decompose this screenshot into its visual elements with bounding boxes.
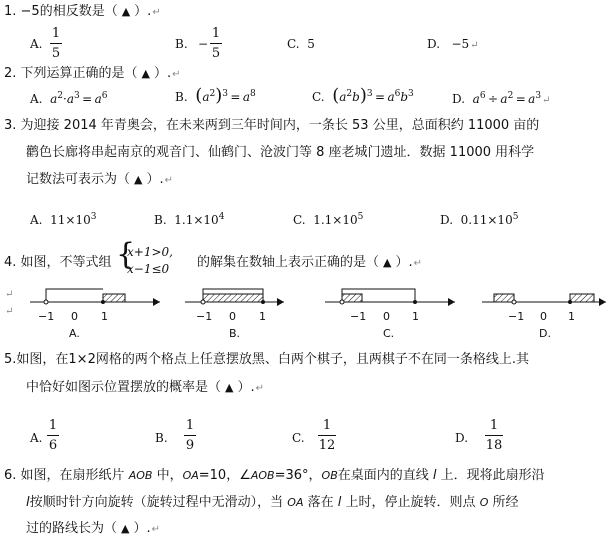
q2-option-d: D. $a^6 \div a^2$ = $a^3↵$ <box>452 91 551 106</box>
tick-label: −1 <box>196 310 213 323</box>
q1-option-b-fraction: 1 5 <box>211 26 221 61</box>
q1-option-b-sign: − <box>198 37 209 51</box>
tick-label: 0 <box>71 310 78 323</box>
return-mark-icon: ↵ <box>152 7 161 18</box>
q4-option-c-graph <box>325 289 455 340</box>
q6-line3: 过的路线长为（ ▲ ）.↵ <box>26 521 161 536</box>
q5-option-c-fraction: 1 12 <box>318 418 336 453</box>
q1-option-a-label: A. <box>30 37 43 51</box>
q3-option-c: C. $1.1\times 10^5$ <box>293 212 364 227</box>
q5-line2: 中恰好如图示位置摆放的概率是（ ▲ ）.↵ <box>26 380 265 395</box>
tick-label: 1 <box>101 310 108 323</box>
q4-return-marks: ↵ ↵ <box>5 289 14 317</box>
q3-line3: 记数法可表示为（ ▲ ）.↵ <box>26 172 174 187</box>
tick-label: 0 <box>383 310 390 323</box>
tick-label: 0 <box>229 310 236 323</box>
q4-option-a-graph <box>30 289 160 340</box>
q1-option-c: C. 5 <box>287 37 315 51</box>
q5-option-a-label: A. <box>30 431 43 445</box>
q4-inequality-2: x−1≤0 <box>127 262 170 276</box>
q4-stem-tail: 的解集在数轴上表示正确的是（ ▲ ）.↵ <box>197 255 423 270</box>
q1-option-b-label: B. <box>175 37 188 51</box>
q4-stem: 4. 如图，不等式组 <box>4 255 112 270</box>
q3-line1: 3. 为迎接 2014 年青奥会，在未来两到三年时间内，一条长 53 公里，总面积约 11000 亩的 <box>4 118 540 133</box>
answer-triangle-icon: ▲ <box>141 67 151 80</box>
q5-option-b-label: B. <box>155 431 168 445</box>
option-label: B. <box>229 327 241 340</box>
tick-label: 0 <box>540 310 547 323</box>
q5-option-d-label: D. <box>455 431 469 445</box>
q6-line2: l按顺时针方向旋转（旋转过程中无滑动），当 OA 落在 l 上时，停止旋转．则点 O 所经 <box>26 495 519 510</box>
tick-label: −1 <box>38 310 55 323</box>
tick-label: 1 <box>568 310 575 323</box>
q3-option-a: A. $11\times 10^3$ <box>30 212 97 227</box>
tick-label: −1 <box>508 310 525 323</box>
q3-line2: 鹳色长廊将串起南京的观音门、仙鹤门、沧波门等 8 座老城门遗址．数据 11000 用科学 <box>26 145 535 160</box>
q2-option-a: A. $a^2\cdot a^3 = a^6$ <box>30 91 108 106</box>
q2-stem: 2. 下列运算正确的是（ ▲ ）.↵ <box>4 66 181 81</box>
tick-label: 1 <box>259 310 266 323</box>
q4-number-lines <box>0 282 611 342</box>
option-label: D. <box>539 327 551 340</box>
q1-option-a-fraction: 1 5 <box>51 26 61 61</box>
q2-option-c: C. $(a^2b)^3 = a^6b^3$ <box>312 85 414 106</box>
q5-option-a-fraction: 1 6 <box>48 418 58 453</box>
q4-option-b-graph <box>185 289 284 340</box>
answer-triangle-icon: ▲ <box>383 256 392 269</box>
q4-inequality-1: x+1>0, <box>127 245 173 259</box>
q2-option-b: B. $(a^2)^3 = a^8$ <box>175 85 256 106</box>
q1-stem: 1. −5的相反数是（ ▲ ）.↵ <box>4 4 161 19</box>
answer-triangle-icon: ▲ <box>225 381 234 394</box>
tick-label: 1 <box>412 310 419 323</box>
q3-option-d: D. $0.11\times 10^5$ <box>440 212 519 227</box>
q4-option-d-graph <box>482 294 606 340</box>
q5-option-c-label: C. <box>292 431 305 445</box>
tick-label: −1 <box>350 310 367 323</box>
q4-brace: { <box>116 237 136 272</box>
option-label: C. <box>383 327 395 340</box>
q1-option-d: D. −5↵ <box>427 37 479 51</box>
answer-triangle-icon: ▲ <box>121 522 130 535</box>
q5-option-b-fraction: 1 9 <box>185 418 195 453</box>
q3-option-b: B. $1.1\times 10^4$ <box>154 212 225 227</box>
q6-line1: 6. 如图，在扇形纸片 AOB 中，OA=10，∠AOB=36°，OB在桌面内的直线 l 上．现将此扇形沿 <box>4 468 545 483</box>
q5-option-d-fraction: 1 18 <box>485 418 503 453</box>
q5-line1: 5.如图，在1×2网格的两个格点上任意摆放黑、白两个棋子，且两棋子不在同一条格线上.其 <box>4 352 529 367</box>
answer-triangle-icon: ▲ <box>121 5 131 18</box>
answer-triangle-icon: ▲ <box>134 173 143 186</box>
option-label: A. <box>69 327 80 340</box>
